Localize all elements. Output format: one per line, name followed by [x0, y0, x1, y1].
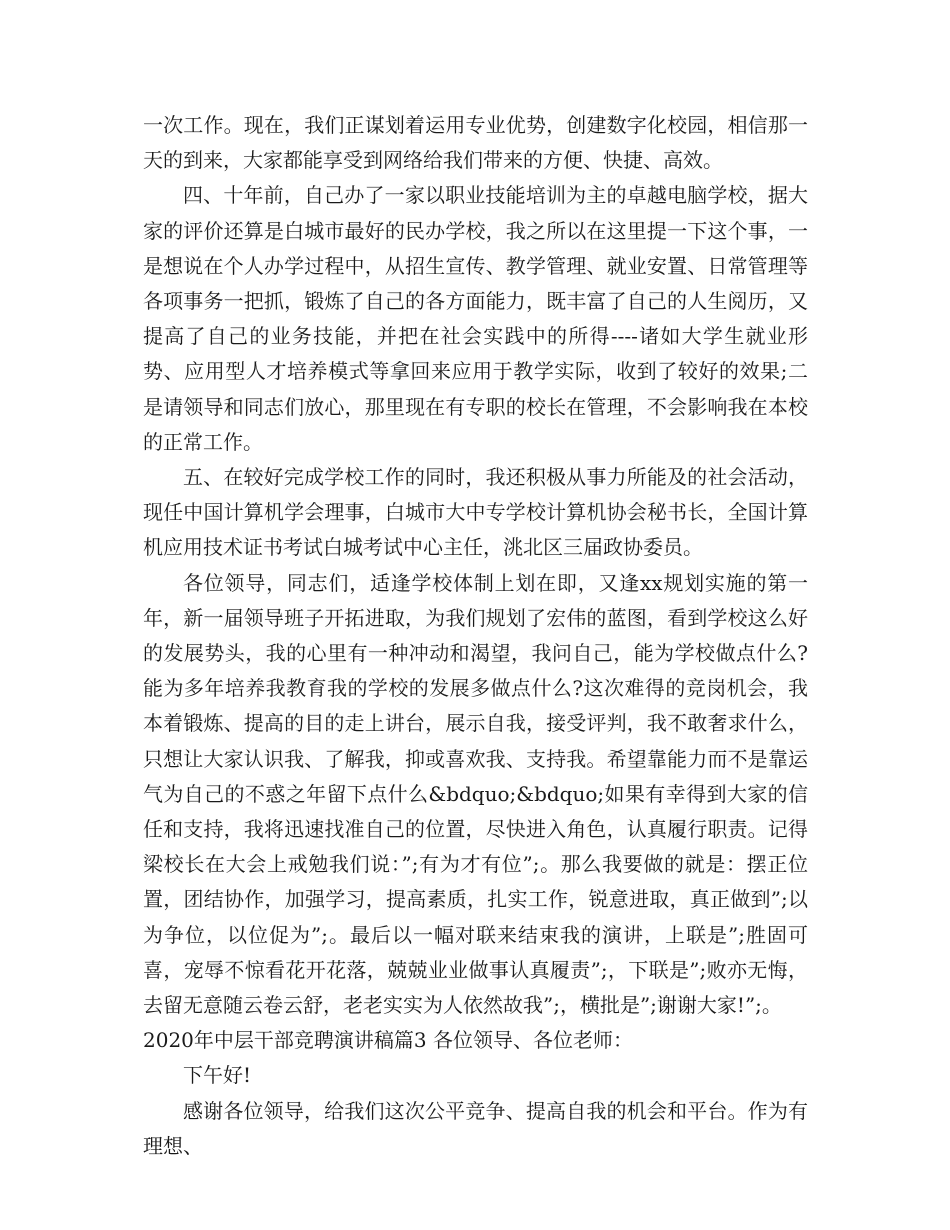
paragraph-item-five: 五、在较好完成学校工作的同时，我还积极从事力所能及的社会活动，现任中国计算机学会理事，白城市大中专学校计算机协会秘书长，全国计算机应用技术证书考试白城考试中心主任，洮北区三届政协委员。: [143, 465, 808, 560]
paragraph-item-four: 四、十年前，自己办了一家以职业技能培训为主的卓越电脑学校，据大家的评价还算是白城市最好的民办学校，我之所以在这里提一下这个事，一是想说在个人办学过程中，从招生宣传、教学管理、就业安置、日常管理等各项事务一把抓，锻炼了自己的各方面能力，既丰富了自己的人生阅历，又提高了自己的业务技能，并把在社会实践中的所得----诸如大学生就业形势、应用型人才培养模式等拿回来应用于教学实际，收到了较好的效果;二是请领导和同志们放心，那里现在有专职的校长在管理，不会影响我在本校的正常工作。: [143, 183, 808, 454]
paragraph-closing-speech: 各位领导，同志们，适逢学校体制上划在即，又逢xx规划实施的第一年，新一届领导班子开拓进取，为我们规划了宏伟的蓝图，看到学校这么好的发展势头，我的心里有一种冲动和渴望，我问自己，能为学校做点什么?能为多年培养我教育我的学校的发展多做点什么?这次难得的竞岗机会，我本着锻炼、提高的目的走上讲台，展示自我，接受评判，我不敢奢求什么，只想让大家认识我、了解我，抑或喜欢我、支持我。希望靠能力而不是靠运气为自己的不惑之年留下点什么&bdquo;&bdquo;如果有幸得到大家的信任和支持，我将迅速找准自己的位置，尽快进入角色，认真履行职责。记得梁校长在大会上戒勉我们说：”;有为才有位”;。那么我要做的就是：摆正位置，团结协作，加强学习，提高素质，扎实工作，锐意进取，真正做到”;以为争位，以位促为”;。最后以一幅对联来结束我的演讲，上联是”;胜固可喜，宠辱不惊看花开花落，兢兢业业做事认真履责”;，下联是”;败亦无悔，去留无意随云卷云舒，老老实实为人依然故我”;，横批是”;谢谢大家!”;。: [143, 570, 808, 1018]
paragraph-opening: 感谢各位领导，给我们这次公平竞争、提高自我的机会和平台。作为有理想、: [143, 1098, 808, 1158]
greeting: 下午好!: [183, 1063, 252, 1088]
document-body: [143, 108, 808, 1164]
salutation: 各位领导、各位老师：: [433, 1028, 633, 1053]
paragraph-continuation: 一次工作。现在，我们正谋划着运用专业优势，创建数字化校园，相信那一天的到来，大家都能享受到网络给我们带来的方便、快捷、高效。: [143, 113, 808, 173]
section-title: 2020年中层干部竞聘演讲稿篇3: [143, 1028, 427, 1053]
section-heading: [143, 1023, 808, 1058]
